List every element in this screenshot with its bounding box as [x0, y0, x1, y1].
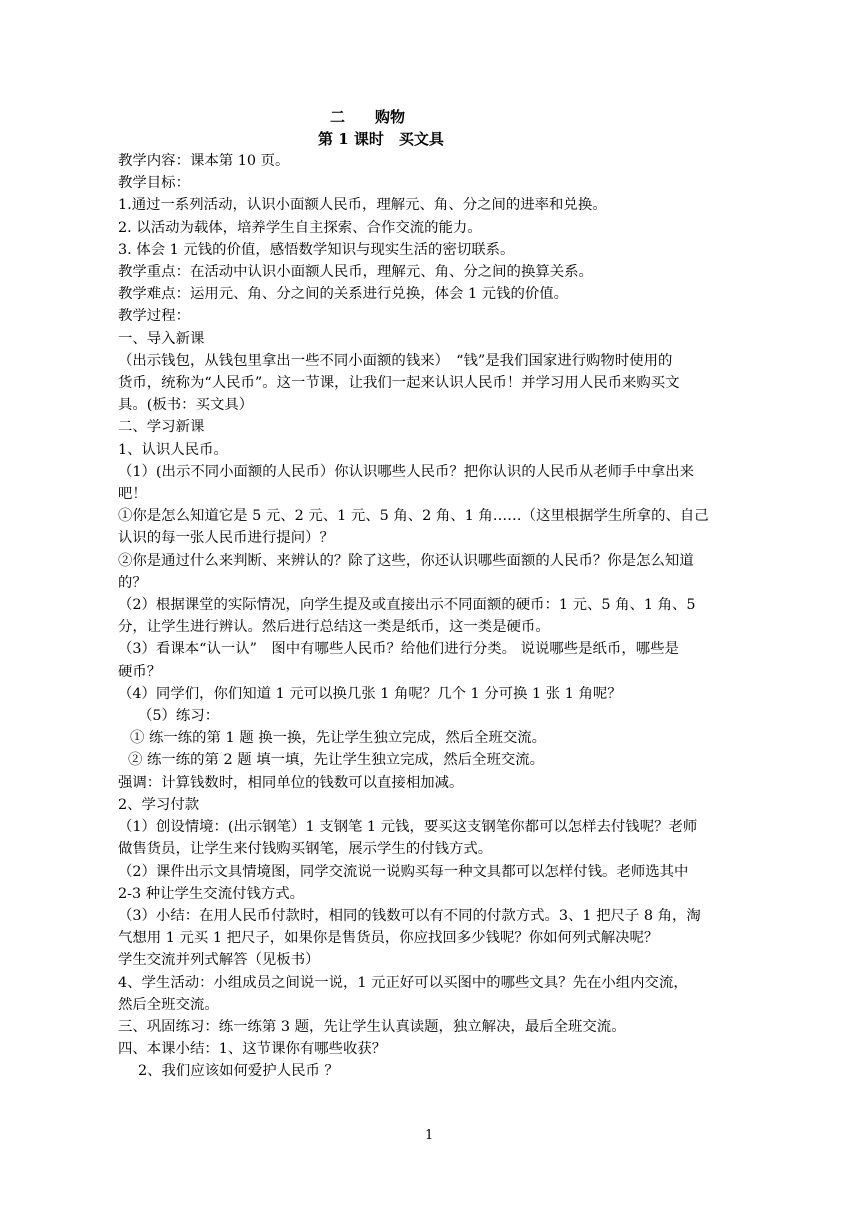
text-line: 做售货员，让学生来付钱购买钢笔，展示学生的付钱方式。: [118, 841, 493, 858]
text-line: 然后全班交流。: [118, 996, 219, 1013]
text-line: 2-3 种让学生交流付钱方式。: [118, 885, 305, 902]
text-line: 教学过程：: [118, 308, 190, 325]
page-number: 1: [425, 1128, 434, 1143]
text-line: 强调：计算钱数时，相同单位的钱数可以直接相加减。: [118, 774, 464, 791]
text-line: 货币，统称为“人民币”。这一节课，让我们一起来认识人民币！并学习用人民币来购买文: [118, 375, 680, 392]
text-line: 学生交流并列式解答（见板书）: [118, 952, 320, 969]
text-line: 1.通过一系列活动，认识小面额人民币，理解元、角、分之间的进率和兑换。: [118, 197, 607, 214]
text-line: 2、我们应该如何爱护人民币 ？: [138, 1063, 339, 1080]
lesson-title: 第 1 课时 买文具: [318, 130, 444, 148]
text-line: 2. 以活动为载体，培养学生自主探索、合作交流的能力。: [118, 219, 482, 236]
section-heading: 三、巩固练习：练一练第 3 题，先让学生认真读题，独立解决，最后全班交流。: [118, 1018, 626, 1035]
text-line: （3）看课本“认一认” 图中有哪些人民币？给他们进行分类。 说说哪些是纸币，哪些是: [118, 641, 679, 658]
section-heading: 二、学习新课: [118, 419, 205, 436]
text-line: （3）小结：在用人民币付款时，相同的钱数可以有不同的付款方式。3、1 把尺子 8 角，淘: [118, 907, 701, 924]
text-line: （1）(出示不同小面额的人民币）你认识哪些人民币？把你认识的人民币从老师手中拿出来: [118, 463, 695, 480]
text-line: 2、学习付款: [118, 796, 200, 813]
text-line: 具。(板书：买文具）: [118, 397, 254, 414]
text-line: ① 练一练的第 1 题 换一换，先让学生独立完成，然后全班交流。: [130, 730, 547, 747]
text-line: 教学目标：: [118, 175, 190, 192]
lesson-body: [118, 150, 746, 1083]
text-line: 教学难点：运用元、角、分之间的关系进行兑换，体会 1 元钱的价值。: [118, 286, 569, 303]
text-line: ②你是通过什么来判断、来辨认的？除了这些，你还认识哪些面额的人民币？你是怎么知道: [118, 552, 694, 569]
text-line: 教学重点：在活动中认识小面额人民币，理解元、角、分之间的换算关系。: [118, 264, 593, 281]
text-line: 3. 体会 1 元钱的价值，感悟数学知识与现实生活的密切联系。: [118, 241, 515, 258]
chapter-title: 二 购物: [330, 108, 406, 126]
text-line: 认识的每一张人民币进行提问）？: [118, 530, 334, 547]
text-line: （出示钱包，从钱包里拿出一些不同小面额的钱来） “钱”是我们国家进行购物时使用的: [118, 352, 673, 369]
text-line: （5）练习：: [138, 708, 220, 725]
section-heading: 四、本课小结：1、这节课你有哪些收获？: [118, 1041, 387, 1058]
text-line: 硬币？: [118, 663, 162, 680]
text-line: （2）根据课堂的实际情况，向学生提及或直接出示不同面额的硬币：1 元、5 角、1 角、5: [118, 597, 696, 614]
section-heading: 一、导入新课: [118, 330, 205, 347]
text-line: 教学内容：课本第 10 页。: [118, 153, 290, 169]
text-line: 的？: [118, 574, 147, 591]
text-line: 分，让学生进行辨认。然后进行总结这一类是纸币，这一类是硬币。: [118, 619, 550, 636]
text-line: 吧！: [118, 486, 147, 503]
text-line: 1、认识人民币。: [118, 441, 228, 458]
text-line: ①你是怎么知道它是 5 元、2 元、1 元、5 角、2 角、1 角……（这里根据学生所拿的、自己: [118, 508, 709, 525]
text-line: 气想用 1 元买 1 把尺子，如果你是售货员，你应找回多少钱呢？你如何列式解决呢？: [118, 930, 659, 947]
text-line: （1）创设情境：(出示钢笔）1 支钢笔 1 元钱，要买这支钢笔你都可以怎样去付钱呢？老师: [118, 819, 698, 836]
text-line: （2）课件出示文具情境图，同学交流说一说购买每一种文具都可以怎样付钱。老师选其中: [118, 863, 689, 880]
text-line: （4）同学们，你们知道 1 元可以换几张 1 角呢？几个 1 分可换 1 张 1 角呢？: [118, 685, 622, 702]
text-line: ② 练一练的第 2 题 填一填，先让学生独立完成，然后全班交流。: [128, 752, 545, 769]
text-line: 4、学生活动：小组成员之间说一说，1 元正好可以买图中的哪些文具？先在小组内交流，: [118, 974, 688, 991]
